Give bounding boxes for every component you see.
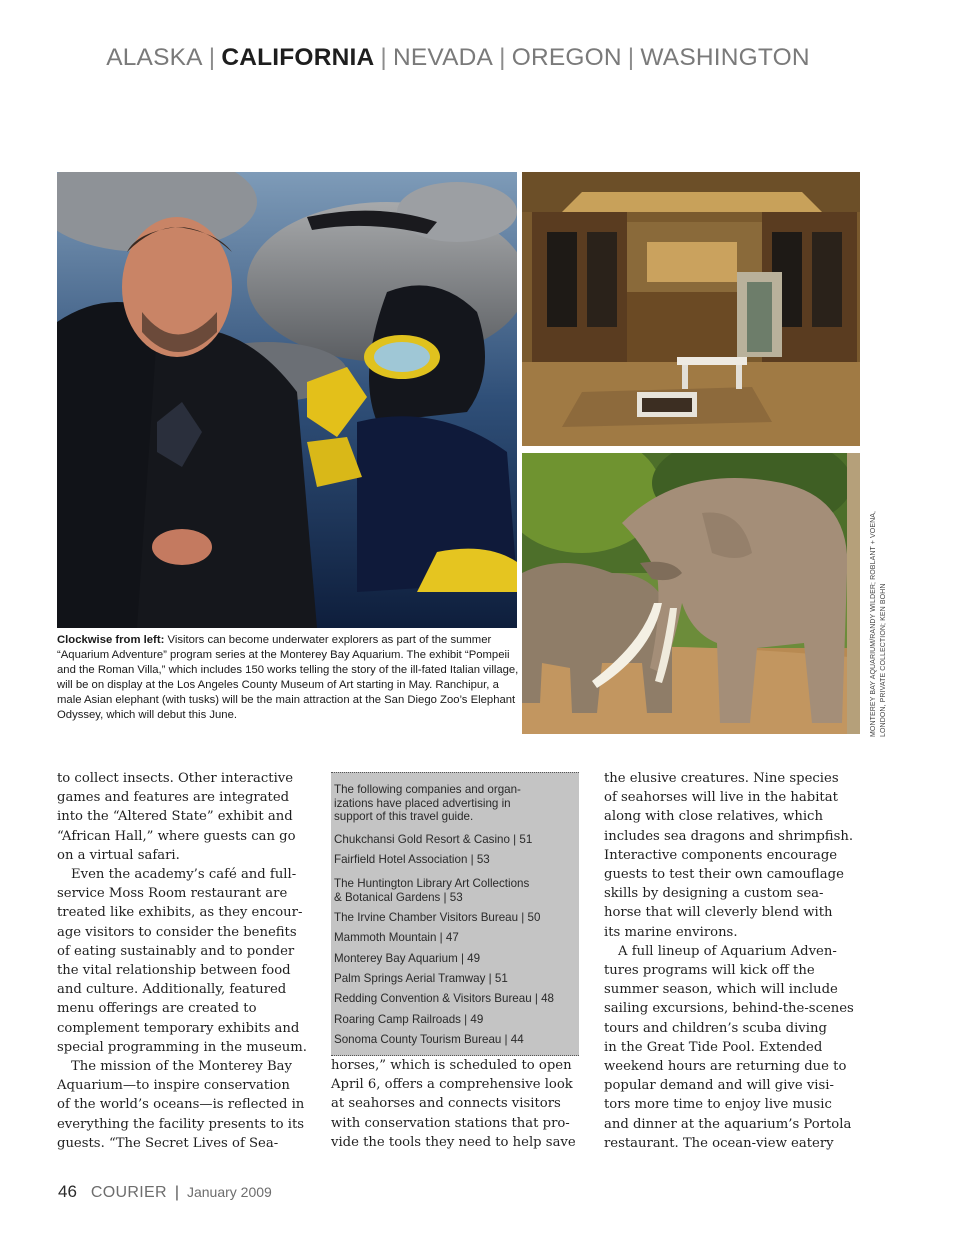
advertiser-item-text: Chukchansi Gold Resort & Casino | 51	[334, 833, 533, 846]
advertiser-item	[334, 1033, 576, 1047]
text-line: tures programs will kick off the	[604, 963, 815, 979]
text-line: sailing excursions, behind-the-scenes	[604, 1001, 854, 1017]
state-nevada: NEVADA	[392, 44, 494, 71]
state-washington: WASHINGTON	[640, 44, 810, 71]
advertiser-item-text: The Irvine Chamber Visitors Bureau | 50	[334, 911, 541, 924]
text-line: on a virtual safari.	[57, 847, 180, 863]
text-line: into the “Altered State” exhibit and	[57, 809, 293, 825]
text-line: along with close relatives, which	[604, 809, 823, 825]
magazine-name: COURIER	[90, 1184, 167, 1201]
text-line: games and features are integrated	[57, 790, 290, 806]
advertiser-item	[334, 952, 576, 966]
text-line: includes sea dragons and shrimpfish.	[604, 828, 854, 844]
text-line: restaurant. The ocean-view eatery	[604, 1135, 834, 1151]
text-line: age visitors to consider the benefits	[57, 924, 297, 940]
caption-lead: Clockwise from left:	[57, 634, 165, 646]
advertiser-item	[334, 877, 576, 904]
text-line: and culture. Additionally, featured	[57, 982, 287, 998]
advertiser-box	[331, 772, 579, 1056]
state-separator: |	[627, 44, 635, 71]
page-footer	[58, 1182, 272, 1202]
text-line: of seahorses will live in the habitat	[604, 790, 838, 806]
text-line: the vital relationship between food	[57, 963, 291, 979]
advertiser-item	[334, 972, 576, 986]
state-separator: |	[499, 44, 506, 71]
advertiser-item-text: Mammoth Mountain | 47	[334, 931, 459, 944]
advertiser-item-text: Roaring Camp Railroads | 49	[334, 1013, 484, 1026]
text-line: guests. “The Secret Lives of Sea-	[57, 1135, 279, 1151]
article-column-right	[604, 769, 874, 1153]
advertiser-item	[334, 911, 576, 925]
advertiser-item	[334, 992, 576, 1006]
state-california: CALIFORNIA	[221, 44, 375, 71]
photo-divers	[57, 172, 517, 628]
advertiser-item	[334, 853, 576, 867]
text-line: Aquarium—to inspire conservation	[57, 1078, 290, 1094]
photo-elephants	[522, 453, 860, 734]
advertiser-item-text: & Botanical Gardens | 53	[334, 890, 463, 904]
advertiser-item-text: Monterey Bay Aquarium | 49	[334, 952, 481, 965]
text-line: A full lineup of Aquarium Adven-	[618, 943, 837, 959]
photo-caption	[57, 633, 519, 723]
text-line: everything the facility presents to its	[57, 1116, 305, 1132]
text-line: The mission of the Monterey Bay	[71, 1059, 292, 1075]
text-line: of the world’s oceans—is reflected in	[57, 1097, 305, 1113]
text-line: horse that will cleverly blend with	[604, 905, 833, 921]
advertiser-item-text: Fairfield Hotel Association | 53	[334, 853, 490, 866]
text-line: guests to test their own camouflage	[604, 867, 844, 883]
text-line: tours and children’s scuba diving	[604, 1020, 827, 1036]
advertiser-item-text: Sonoma County Tourism Bureau | 44	[334, 1033, 524, 1046]
advertiser-item-text: The Huntington Library Art Collections	[334, 877, 530, 890]
state-nav	[0, 44, 916, 72]
advertiser-item-text: Palm Springs Aerial Tramway | 51	[334, 972, 508, 985]
state-oregon: OREGON	[511, 44, 622, 71]
advertiser-intro-line: The following companies and organ-	[334, 783, 521, 796]
issue-date: January 2009	[186, 1184, 272, 1200]
text-line: and dinner at the aquarium’s Portola	[604, 1116, 852, 1132]
text-line: tors more time to enjoy live music	[604, 1097, 832, 1113]
text-line: April 6, offers a comprehensive look	[331, 1077, 573, 1093]
text-line: treated like exhibits, as they encour-	[57, 905, 303, 921]
text-line: service Moss Room restaurant are	[57, 886, 288, 902]
text-line: at seahorses and connects visitors	[331, 1096, 561, 1112]
text-line: popular demand and will give visi-	[604, 1078, 834, 1094]
footer-separator: |	[174, 1184, 179, 1201]
text-line: skills by designing a custom sea-	[604, 886, 824, 902]
advertiser-intro-line: izations have placed advertising in	[334, 796, 511, 810]
text-line: with conservation stations that pro-	[331, 1115, 570, 1131]
text-line: in the Great Tide Pool. Extended	[604, 1039, 823, 1055]
state-separator: |	[380, 44, 387, 71]
advertiser-item	[334, 1013, 576, 1027]
text-line: special programming in the museum.	[57, 1039, 307, 1055]
text-line: summer season, which will include	[604, 982, 838, 998]
text-line: vide the tools they need to help save	[331, 1134, 576, 1150]
state-separator: |	[208, 44, 216, 71]
article-column-middle	[331, 1056, 583, 1152]
text-line: the elusive creatures. Nine species	[604, 771, 839, 786]
text-line: menu offerings are created to	[57, 1001, 257, 1017]
page-number: 46	[58, 1182, 77, 1201]
text-line: weekend hours are returning due to	[604, 1059, 847, 1075]
text-line: “African Hall,” where guests can go	[57, 828, 296, 844]
text-line: to collect insects. Other interactive	[57, 771, 294, 786]
article-column-left	[57, 769, 327, 1153]
advertiser-intro	[334, 783, 574, 824]
advertiser-item	[334, 931, 576, 945]
advertiser-item-text: Redding Convention & Visitors Bureau | 48	[334, 992, 554, 1005]
advertiser-item	[334, 833, 576, 847]
text-line: its marine environs.	[604, 924, 738, 940]
photo-credit: MONTEREY BAY AQUARIUM/RANDY WILDER; ROBLANT + VOENA, LONDON, PRIVATE COLLECTION; KEN BOHN	[870, 510, 887, 737]
text-line: horses,” which is scheduled to open	[331, 1058, 572, 1073]
advertiser-intro-line: support of this travel guide.	[334, 810, 474, 823]
state-alaska: ALASKA	[106, 44, 203, 71]
photo-roman-villa	[522, 172, 860, 446]
caption-text: Visitors can become underwater explorers as part of the summer “Aquarium Adventure” program series at the Monterey Bay Aquarium. The exhibit “Pompeii and the Roman Villa,” which includes 150 works telling the story of the ill-fated Italian village, will be on display at the Los Angeles County Museum of Art starting in May. Ranchipur, a male Asian elephant (with tusks) will be the main attraction at the San Diego Zoo’s Elephant Odyssey, which will debut this June.	[57, 634, 519, 721]
text-line: complement temporary exhibits and	[57, 1020, 300, 1036]
text-line: Even the academy’s café and full-	[71, 867, 297, 883]
text-line: Interactive components encourage	[604, 847, 838, 863]
text-line: of eating sustainably and to ponder	[57, 943, 295, 959]
